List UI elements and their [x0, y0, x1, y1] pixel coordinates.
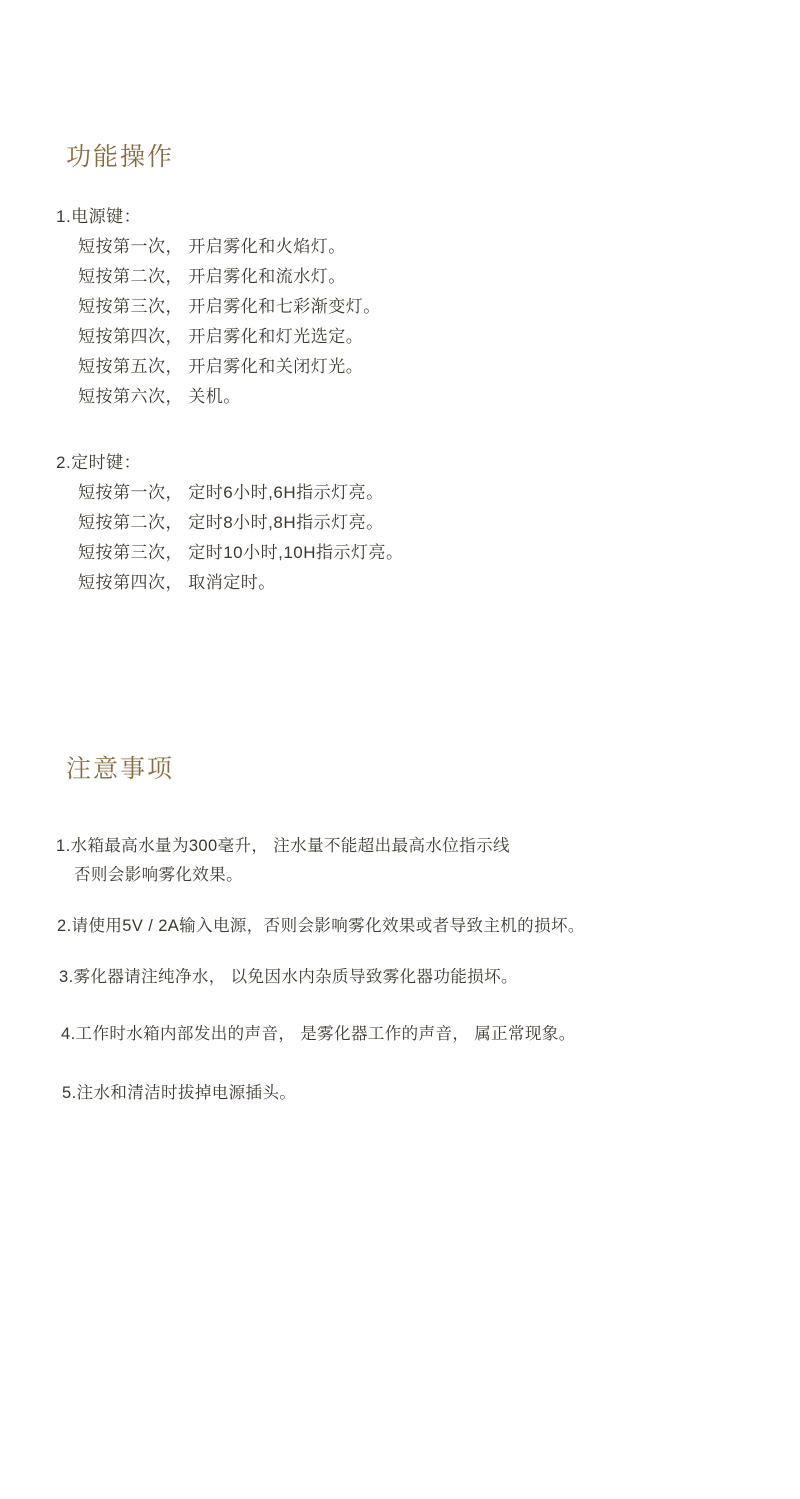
spacer — [0, 412, 800, 434]
function-line: 短按第一次， 定时6小时,6H指示灯亮。 — [78, 483, 384, 502]
notes-list — [56, 832, 756, 1108]
function-group-timer — [56, 448, 800, 598]
function-line: 短按第四次， 取消定时。 — [78, 573, 276, 592]
function-line: 短按第六次， 关机。 — [78, 387, 241, 406]
function-line: 短按第一次， 开启雾化和火焰灯。 — [78, 237, 346, 256]
note-main-text: 2.请使用5V / 2A输入电源，否则会影响雾化效果或者导致主机的损坏。 — [57, 917, 585, 935]
page-title-function-operation: 功能操作 — [66, 143, 175, 171]
list-item — [61, 1020, 756, 1049]
function-line: 短按第四次， 开启雾化和灯光选定。 — [78, 327, 364, 346]
list-item — [62, 1079, 756, 1108]
list-item — [56, 832, 756, 890]
section-notes — [0, 752, 800, 1130]
note-main-text: 3.雾化器请注纯净水， 以免因水内杂质导致雾化器功能损坏。 — [59, 968, 518, 986]
function-line: 短按第五次， 开启雾化和关闭灯光。 — [78, 357, 364, 376]
function-group-timer-title: 2.定时键： — [56, 453, 142, 472]
note-main-text: 1.水箱最高水量为300毫升， 注水量不能超出最高水位指示线 — [56, 837, 510, 855]
function-group-power — [56, 202, 800, 412]
note-main-text: 4.工作时水箱内部发出的声音， 是雾化器工作的声音， 属正常现象。 — [61, 1025, 576, 1043]
function-line: 短按第二次， 定时8小时,8H指示灯亮。 — [78, 513, 384, 532]
page-title-notes: 注意事项 — [66, 755, 175, 783]
function-line: 短按第三次， 开启雾化和七彩渐变灯。 — [78, 297, 381, 316]
function-group-power-title: 1.电源键： — [56, 207, 142, 226]
note-main-text: 5.注水和清洁时拔掉电源插头。 — [62, 1084, 297, 1102]
list-item — [59, 963, 756, 992]
function-line: 短按第二次， 开启雾化和流水灯。 — [78, 267, 346, 286]
note-continuation-text: 否则会影响雾化效果。 — [74, 866, 243, 884]
function-line: 短按第三次， 定时10小时,10H指示灯亮。 — [78, 543, 404, 562]
list-item — [57, 912, 756, 941]
section-function-operation — [0, 140, 800, 598]
